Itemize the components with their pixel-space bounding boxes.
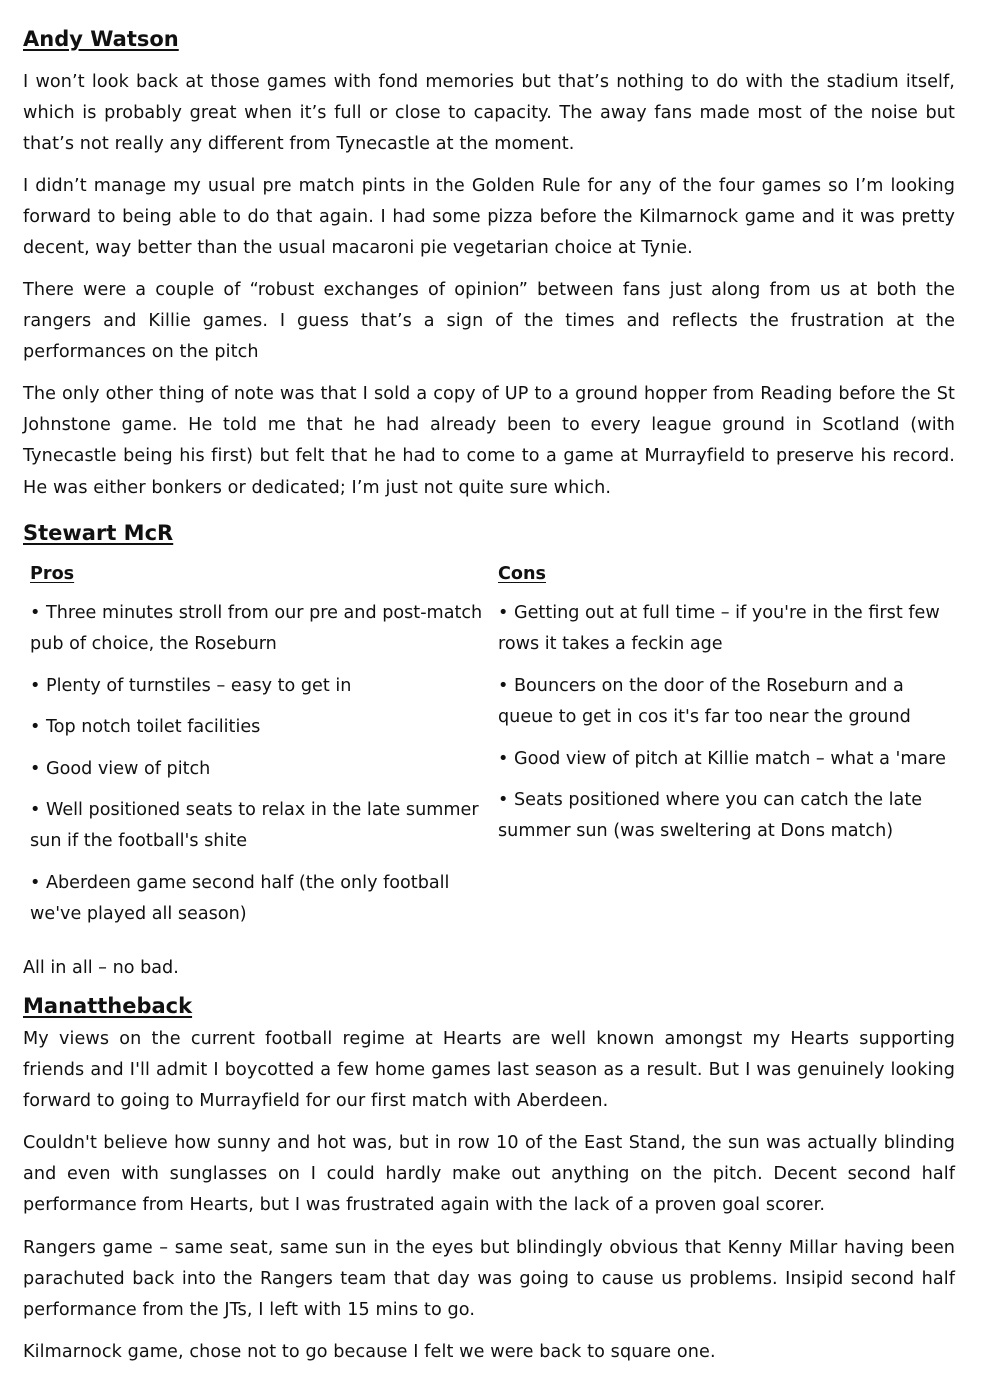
author-heading-stewart-mcr: Stewart McR: [23, 521, 174, 545]
cons-item: • Bouncers on the door of the Roseburn and a queue to get in cos it's far too near the ground: [498, 676, 911, 728]
cons-item: • Seats positioned where you can catch the late summer sun (was sweltering at Dons match): [498, 790, 923, 842]
pros-item: • Top notch toilet facilities: [30, 717, 261, 737]
paragraph: Rangers game – same seat, same sun in the eyes but blindingly obvious that Kenny Millar having been parachuted back into the Rangers team that day was going to cause us problems. Insipid second half performance from the JTs, I left with 15 mins to go.: [23, 1238, 955, 1321]
cons-item: • Good view of pitch at Killie match – what a 'mare: [498, 749, 946, 769]
summary-line: All in all – no bad.: [23, 958, 179, 978]
pros-item: • Three minutes stroll from our pre and post-match pub of choice, the Roseburn: [30, 603, 483, 655]
paragraph: The only other thing of note was that I sold a copy of UP to a ground hopper from Reading before the St Johnstone game. He told me that he had already been to every league ground in Scotland (with Tynecastle being his first) but felt that he had to come to a game at Murrayfield to preserve his record. He was either bonkers or dedicated; I’m just not quite sure which.: [23, 384, 955, 498]
paragraph: I won’t look back at those games with fond memories but that’s nothing to do with the stadium itself, which is probably great when it’s full or close to capacity. The away fans made most of the noise but that’s not really any different from Tynecastle at the moment.: [23, 72, 955, 155]
pros-item: • Good view of pitch: [30, 759, 211, 779]
paragraph: Couldn't believe how sunny and hot was, but in row 10 of the East Stand, the sun was actually blinding and even with sunglasses on I could hardly make out anything on the pitch. Decent second half performance from Hearts, but I was frustrated again with the lack of a proven goal scorer.: [23, 1133, 955, 1216]
paragraph: My views on the current football regime at Hearts are well known amongst my Hearts supporting friends and I'll admit I boycotted a few home games last season as a result. But I was genuinely looking forward to going to Murrayfield for our first match with Aberdeen.: [23, 1029, 955, 1112]
cons-label: Cons: [498, 564, 546, 584]
pros-item: • Plenty of turnstiles – easy to get in: [30, 676, 352, 696]
pros-item: • Aberdeen game second half (the only football we've played all season): [30, 873, 450, 925]
paragraph: Kilmarnock game, chose not to go because I felt we were back to square one.: [23, 1342, 716, 1362]
paragraph: I didn’t manage my usual pre match pints in the Golden Rule for any of the four games so I’m looking forward to being able to do that again. I had some pizza before the Kilmarnock game and it was pretty decent, way better than the usual macaroni pie vegetarian choice at Tynie.: [23, 176, 955, 259]
author-heading-andy-watson: Andy Watson: [23, 27, 179, 51]
pros-item: • Well positioned seats to relax in the late summer sun if the football's shite: [30, 800, 479, 852]
pros-label: Pros: [30, 564, 75, 584]
cons-item: • Getting out at full time – if you're in the first few rows it takes a feckin age: [498, 603, 940, 655]
paragraph: There were a couple of “robust exchanges of opinion” between fans just along from us at both the rangers and Killie games. I guess that’s a sign of the times and reflects the frustration at the performances on the pitch: [23, 280, 955, 363]
author-heading-manattheback: Manattheback: [23, 994, 193, 1018]
